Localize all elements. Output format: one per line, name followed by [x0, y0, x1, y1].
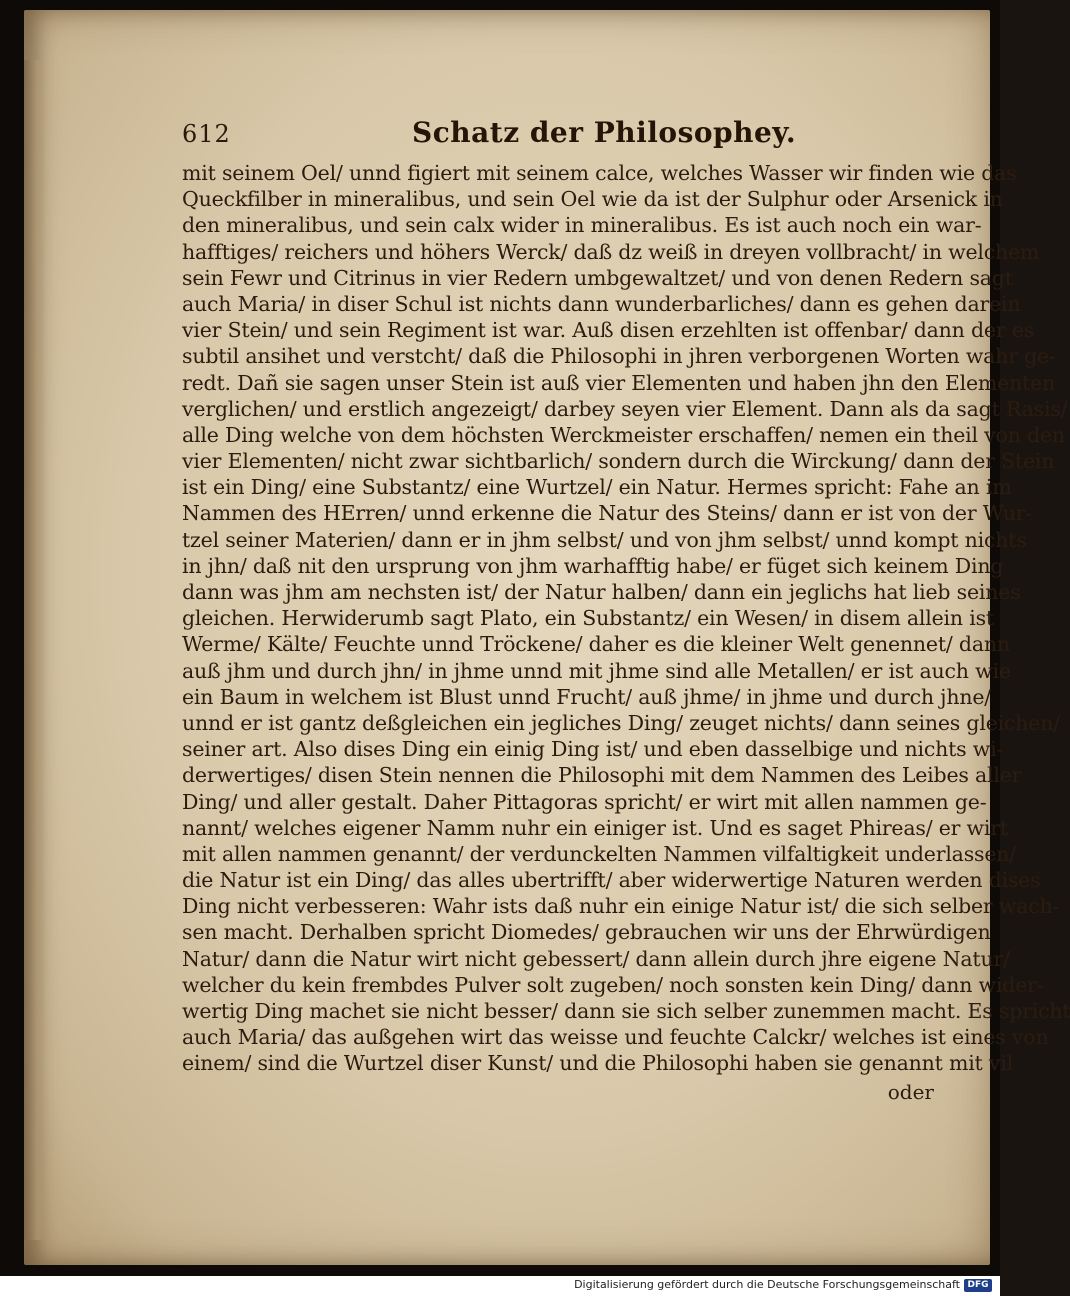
text-line: mit seinem Oel/ unnd figiert mit seinem calce, welches Wasser wir finden wie das	[182, 161, 1017, 185]
text-line: Werme/ Kälte/ Feuchte unnd Tröckene/ daher es die kleiner Welt genennet/ dann	[182, 632, 1010, 657]
text-line: seiner art. Also dises Ding ein einig Ding ist/ und eben dasselbige und nichts wi-	[182, 737, 1004, 762]
running-title: Schatz der Philosophey.	[412, 116, 797, 149]
text-line: auch Maria/ das außgehen wirt das weisse und feuchte Calckr/ welches ist eines von	[182, 1025, 1049, 1050]
text-line: ein Baum in welchem ist Blust unnd Frucht/ auß jhme/ in jhme und durch jhne/	[182, 684, 991, 709]
text-line: gleichen. Herwiderumb sagt Plato, ein Substantz/ ein Wesen/ in disem allein ist	[182, 606, 994, 631]
text-line: mit allen nammen genannt/ der verdunckelten Nammen vilfaltigkeit underlassen/	[182, 841, 1016, 866]
text-line: dann was jhm am nechsten ist/ der Natur halben/ dann ein jeglichs hat lieb seines	[182, 580, 1021, 604]
text-line: Ding/ und aller gestalt. Daher Pittagoras spricht/ er wirt mit allen nammen ge-	[182, 789, 987, 814]
text-line: verglichen/ und erstlich angezeigt/ darbey seyen vier Element. Dann als da sagt Rasis/	[182, 396, 1068, 421]
text-line: hafftiges/ reichers und höhers Werck/ daß dz weiß in dreyen vollbracht/ in welchem	[182, 239, 1040, 264]
text-line: welcher du kein frembdes Pulver solt zugeben/ noch sonsten kein Ding/ dann wider-	[182, 972, 1044, 997]
footer-bar	[0, 1276, 1000, 1296]
text-line: auß jhm und durch jhn/ in jhme unnd mit jhme sind alle Metallen/ er ist auch wie	[182, 658, 1011, 683]
funding-credit: Digitalisierung gefördert durch die Deutsche Forschungsgemeinschaft	[574, 1278, 960, 1291]
text-line: Ding nicht verbesseren: Wahr ists daß nuhr ein einige Natur ist/ die sich selber wach-	[182, 894, 1060, 919]
page-binding-shadow	[24, 60, 46, 1240]
page-number: 612	[182, 120, 231, 148]
page-header	[182, 116, 934, 156]
text-line: auch Maria/ in diser Schul ist nichts dann wunderbarliches/ dann es gehen darein	[182, 291, 1021, 316]
text-line: redt. Dañ sie sagen unser Stein ist auß vier Elementen und haben jhn den Elementen	[182, 370, 1056, 395]
text-line: nannt/ welches eigener Namm nuhr ein einiger ist. Und es saget Phireas/ er wirt	[182, 815, 1008, 840]
text-line: derwertiges/ disen Stein nennen die Philosophi mit dem Nammen des Leibes aller	[182, 763, 1022, 788]
text-line: vier Stein/ und sein Regiment ist war. Auß disen erzehlten ist offenbar/ dann der es	[182, 318, 1035, 343]
text-line: subtil ansihet und verstcht/ daß die Philosophi in jhren verborgenen Worten wahr ge-	[182, 344, 1056, 369]
text-line: einem/ sind die Wurtzel diser Kunst/ und die Philosophi haben sie genannt mit vil	[182, 1051, 1014, 1076]
text-line: sen macht. Derhalben spricht Diomedes/ gebrauchen wir uns der Ehrwürdigen	[182, 920, 991, 945]
text-line: die Natur ist ein Ding/ das alles ubertrifft/ aber widerwertige Naturen werden dises	[182, 868, 1041, 893]
catchword: oder	[887, 1080, 934, 1104]
body-text	[182, 160, 1070, 1077]
text-line: ist ein Ding/ eine Substantz/ eine Wurtzel/ ein Natur. Hermes spricht: Fahe an im	[182, 475, 1012, 500]
text-line: tzel seiner Materien/ dann er in jhm selbst/ und von jhm selbst/ unnd kompt nichts	[182, 527, 1027, 552]
text-line: in jhn/ daß nit den ursprung von jhm warhafftig habe/ er füget sich keinem Ding	[182, 553, 1004, 578]
text-line: den mineralibus, und sein calx wider in mineralibus. Es ist auch noch ein war-	[182, 213, 982, 238]
text-line: Natur/ dann die Natur wirt nicht gebessert/ dann allein durch jhre eigene Natur/	[182, 946, 1010, 971]
text-line: vier Elementen/ nicht zwar sichtbarlich/ sondern durch die Wirckung/ dann der Stein	[182, 449, 1055, 474]
text-line: unnd er ist gantz deßgleichen ein jegliches Ding/ zeuget nichts/ dann seines gleichen/	[182, 710, 1060, 735]
text-line: Nammen des HErren/ unnd erkenne die Natur des Steins/ dann er ist von der Wur-	[182, 501, 1033, 526]
text-line: Queckfilber in mineralibus, und sein Oel wie da ist der Sulphur oder Arsenick in	[182, 187, 1003, 212]
text-line: sein Fewr und Citrinus in vier Redern umbgewaltzet/ und von denen Redern sagt	[182, 265, 1013, 290]
dfg-logo-icon: DFG	[964, 1279, 992, 1292]
text-line: alle Ding welche von dem höchsten Werckmeister erschaffen/ nemen ein theil von den	[182, 422, 1065, 447]
text-line: wertig Ding machet sie nicht besser/ dann sie sich selber zunemmen macht. Es spricht	[182, 999, 1070, 1023]
